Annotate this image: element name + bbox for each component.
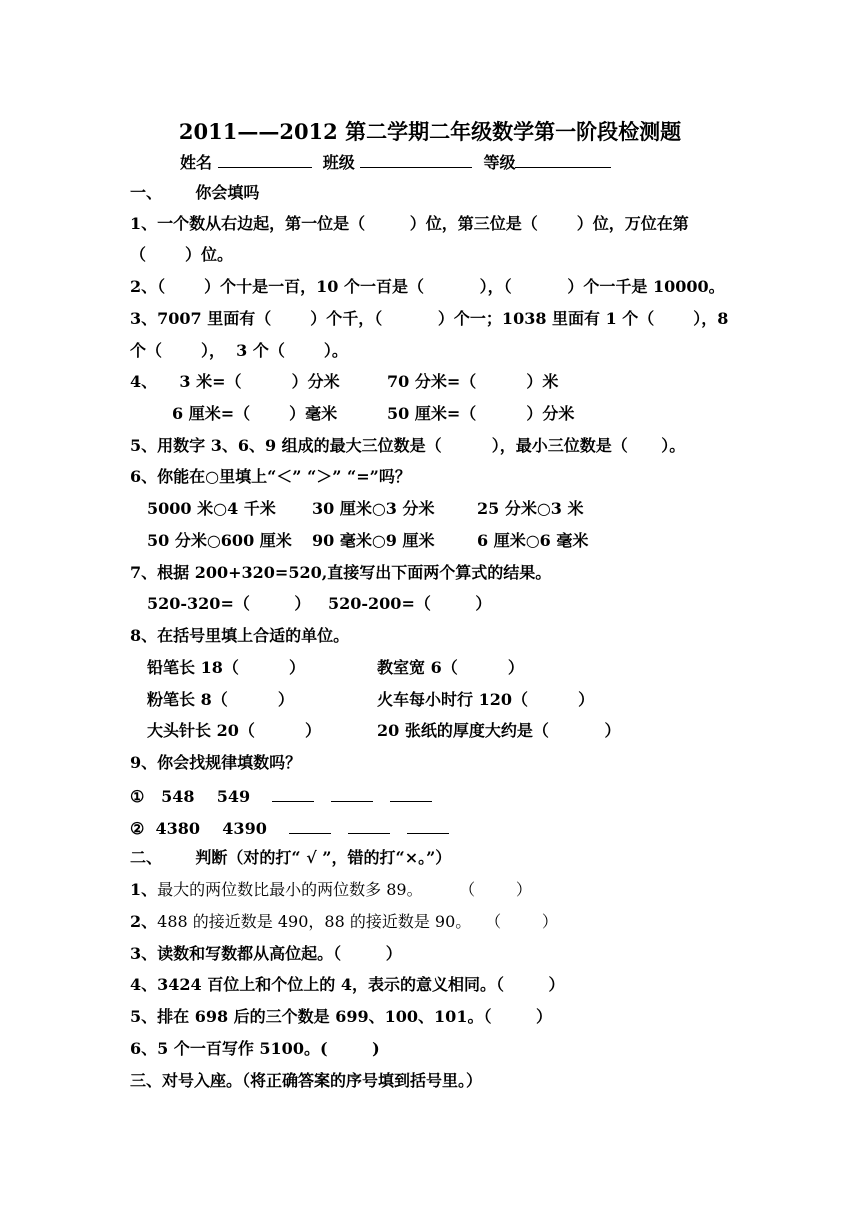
question-4-row-2 xyxy=(172,404,574,424)
item-text: 488 的接近数是 490，88 的接近数是 90。 xyxy=(157,912,472,931)
calc-item: 520-200=（ ） xyxy=(328,594,492,613)
circled-two-marker: ② xyxy=(130,819,145,838)
judge-item-2 xyxy=(130,912,558,932)
question-2: 2、（ ）个十是一百，10 个一百是（ ），（ ）个一千是 10000。 xyxy=(130,277,725,296)
question-3-line-1: 3、7007 里面有（ ）个千，（ ）个一；1038 里面有 1 个（ ），8 xyxy=(130,309,729,328)
question-8-row-3 xyxy=(147,721,621,741)
item-number: 2、 xyxy=(130,912,158,931)
judge-item-3 xyxy=(130,944,402,964)
question-6-prompt: 6、你能在○里填上“＜” “＞” “=”吗？ xyxy=(130,467,411,486)
unit-item: 20 张纸的厚度大约是（ ） xyxy=(377,721,621,740)
item-text: 最大的两位数比最小的两位数多 89。 xyxy=(157,880,423,899)
judge-item-6 xyxy=(130,1039,380,1059)
question-4-row-1 xyxy=(130,372,558,392)
question-1-line-2: （ ）位。 xyxy=(130,245,233,264)
unit-item: 铅笔长 18（ ） xyxy=(147,658,305,677)
question-6-row-2 xyxy=(147,531,588,551)
question-9-row-b xyxy=(130,817,449,839)
calc-item: 520-320=（ ） xyxy=(147,594,311,613)
compare-item: 90 毫米○9 厘米 xyxy=(312,531,435,550)
question-8-prompt: 8、在括号里填上合适的单位。 xyxy=(130,626,350,645)
class-blank[interactable] xyxy=(360,151,472,168)
q4-decimeter-to-meter: 70 分米=（ ）米 xyxy=(387,372,559,391)
item-number: 4、 xyxy=(130,975,158,994)
class-label: 班级 xyxy=(322,153,355,172)
unit-item: 教室宽 6（ ） xyxy=(377,658,524,677)
unit-item: 粉笔长 8（ ） xyxy=(147,690,294,709)
sequence-numbers: 4380 4390 xyxy=(155,819,267,838)
item-text: 3424 百位上和个位上的 4，表示的意义相同。（ ） xyxy=(157,975,565,994)
page-title: 2011——2012 第二学期二年级数学第一阶段检测题 xyxy=(178,119,682,144)
question-1-line-1: 1、一个数从右边起，第一位是（ ）位，第三位是（ ）位，万位在第 xyxy=(130,214,689,233)
item-number: 3、 xyxy=(130,944,158,963)
answer-paren: （ ） xyxy=(485,912,558,931)
compare-item: 6 厘米○6 毫米 xyxy=(477,531,589,550)
compare-item: 30 厘米○3 分米 xyxy=(312,499,435,518)
sequence-blank[interactable] xyxy=(407,817,449,834)
item-number: 5、 xyxy=(130,1007,158,1026)
sequence-blank[interactable] xyxy=(272,785,314,802)
sequence-blank[interactable] xyxy=(289,817,331,834)
sequence-blank[interactable] xyxy=(331,785,373,802)
judge-item-1 xyxy=(130,880,532,900)
question-8-row-1 xyxy=(147,658,524,678)
question-7-prompt: 7、根据 200+320=520,直接写出下面两个算式的结果。 xyxy=(130,563,552,582)
item-text: 读数和写数都从高位起。（ ） xyxy=(157,944,402,963)
section-3-heading: 三、对号入座。（将正确答案的序号填到括号里。） xyxy=(130,1071,483,1090)
unit-item: 火车每小时行 120（ ） xyxy=(377,690,595,709)
compare-item: 50 分米○600 厘米 xyxy=(147,531,292,550)
question-3-line-2: 个（ ）， 3 个（ ）。 xyxy=(130,341,348,360)
q4-centimeter-to-decimeter: 50 厘米=（ ）分米 xyxy=(387,404,575,423)
grade-blank[interactable] xyxy=(515,151,611,168)
unit-item: 大头针长 20（ ） xyxy=(147,721,321,740)
question-9-prompt: 9、你会找规律填数吗？ xyxy=(130,753,302,772)
answer-paren: （ ） xyxy=(459,880,532,899)
item-text: 排在 698 后的三个数是 699、100、101。（ ） xyxy=(157,1007,553,1026)
name-blank[interactable] xyxy=(218,151,312,168)
item-number: 1、 xyxy=(130,880,158,899)
item-number: 6、 xyxy=(130,1039,158,1058)
judge-item-4 xyxy=(130,975,565,995)
section-1-heading: 一、 你会填吗 xyxy=(130,183,260,202)
sequence-blank[interactable] xyxy=(348,817,390,834)
grade-label: 等级 xyxy=(483,153,516,172)
question-9-row-a xyxy=(130,785,432,807)
sequence-numbers: 548 549 xyxy=(161,787,251,806)
question-8-row-2 xyxy=(147,690,594,710)
q4-centimeter-to-millimeter: 6 厘米=（ ）毫米 xyxy=(172,404,338,423)
circled-one-marker: ① xyxy=(130,787,145,806)
compare-item: 5000 米○4 千米 xyxy=(147,499,276,518)
judge-item-5 xyxy=(130,1007,552,1027)
question-5: 5、用数字 3、6、9 组成的最大三位数是（ ），最小三位数是（ ）。 xyxy=(130,436,686,455)
student-info-line xyxy=(180,151,611,173)
compare-item: 25 分米○3 米 xyxy=(477,499,584,518)
q4-meter-to-decimeter: 4、 3 米=（ ）分米 xyxy=(130,372,340,391)
sequence-blank[interactable] xyxy=(390,785,432,802)
item-text: 5 个一百写作 5100。( ) xyxy=(157,1039,380,1058)
name-label: 姓名 xyxy=(180,153,213,172)
section-2-heading: 二、 判断（对的打“ √ ”，错的打“×。”） xyxy=(130,848,452,867)
question-6-row-1 xyxy=(147,499,584,519)
question-7-row xyxy=(147,594,491,614)
